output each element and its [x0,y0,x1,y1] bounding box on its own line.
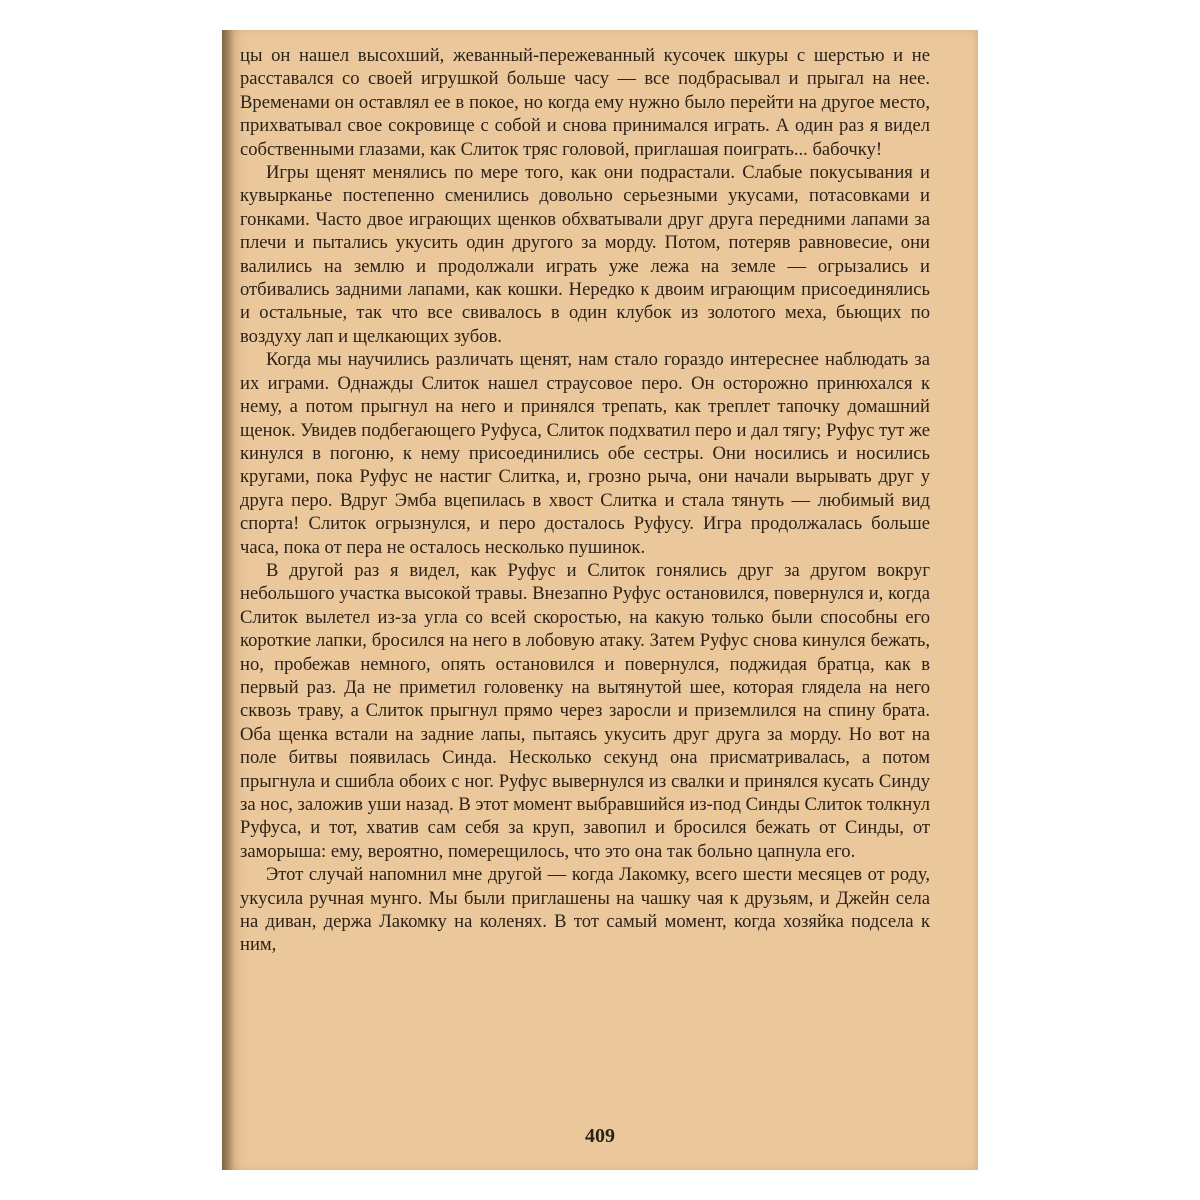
book-page [222,30,978,1170]
page-number: 409 [585,1125,615,1147]
paragraph-continued: цы он нашел высохший, жеванный-пережеванный кусочек шкуры с шерстью и не расставался со своей игрушкой больше часу — все подбрасывал и прыгал на нее. Временами он оставлял ее в покое, но когда ему нужно было перейти на другое место, прихватывал свое сокровище с собой и снова принимался играть. А один раз я видел собственными глазами, как Слиток тряс головой, приглашая поиграть... бабочку! [240,45,930,160]
paragraph-puppy-games: Игры щенят менялись по мере того, как они подрастали. Слабые покусывания и кувырканье постепенно сменились довольно серьезными укусами, потасовками и гонками. Часто двое играющих щенков обхватывали друг друга передними лапами за плечи и пытались укусить один другого за морду. Потом, потеряв равновесие, они валились на землю и продолжали играть уже лежа на земле — огрызались и отбивались задними лапами, как кошки. Нередко к двоим играющим присоединялись и остальные, так что все свивалось в один клубок из золотого меха, бьющих по воздуху лап и щелкающих зубов. [240,162,930,347]
paragraph-ostrich-feather: Когда мы научились различать щенят, нам стало гораздо интереснее наблюдать за их играми. Однажды Слиток нашел страусовое перо. Он осторожно принюхался к нему, а потом прыгнул на него и принялся трепать, как треплет тапочку домашний щенок. Увидев подбегающего Руфуса, Слиток подхватил перо и дал тягу; Руфус тут же кинулся в погоню, к нему присоединились обе сестры. Они носились и носились кругами, пока Руфус не настиг Слитка, и, грозно рыча, они начали вырывать друг у друга перо. Вдруг Эмба вцепилась в хвост Слитка и стала тянуть — любимый вид спорта! Слиток огрызнулся, и перо досталось Руфусу. Игра продолжалась больше часа, пока от пера не осталось несколько пушинок. [240,349,930,558]
paragraph-chase-in-grass: В другой раз я видел, как Руфус и Слиток гонялись друг за другом вокруг небольшого участка высокой травы. Внезапно Руфус остановился, повернулся и, когда Слиток вылетел из-за угла со всей скоростью, на какую только были способны его короткие лапки, бросился на него в лобовую атаку. Затем Руфус снова кинулся бежать, но, пробежав немного, опять остановился и повернулся, поджидая братца, как в первый раз. Да не приметил головенку на вытянутой шее, которая глядела на него сквозь траву, а Слиток прыгнул прямо через заросли и приземлился на спину брата. Оба щенка встали на задние лапы, пытаясь укусить друг друга за морду. Но вот на поле битвы появилась Синда. Несколько секунд она присматривалась, а потом прыгнула и сшибла обоих с ног. Руфус вывернулся из свалки и принялся кусать Синду за нос, заложив уши назад. В этот момент выбравшийся из-под Синды Слиток толкнул Руфуса, и тот, хватив сам себя за круп, завопил и бросился бежать от Синды, от заморыша: ему, вероятно, померещилось, что это она так больно цапнула его. [240,559,930,862]
page-text [240,44,930,957]
page-gutter-shadow [222,30,234,1170]
paragraph-mongoose: Этот случай напомнил мне другой — когда Лакомку, всего шести месяцев от роду, укусила ручная мунго. Мы были приглашены на чашку чая к друзьям, и Джейн села на диван, держа Лакомку на коленях. В тот самый момент, когда хозяйка подсела к ним, [240,864,930,956]
